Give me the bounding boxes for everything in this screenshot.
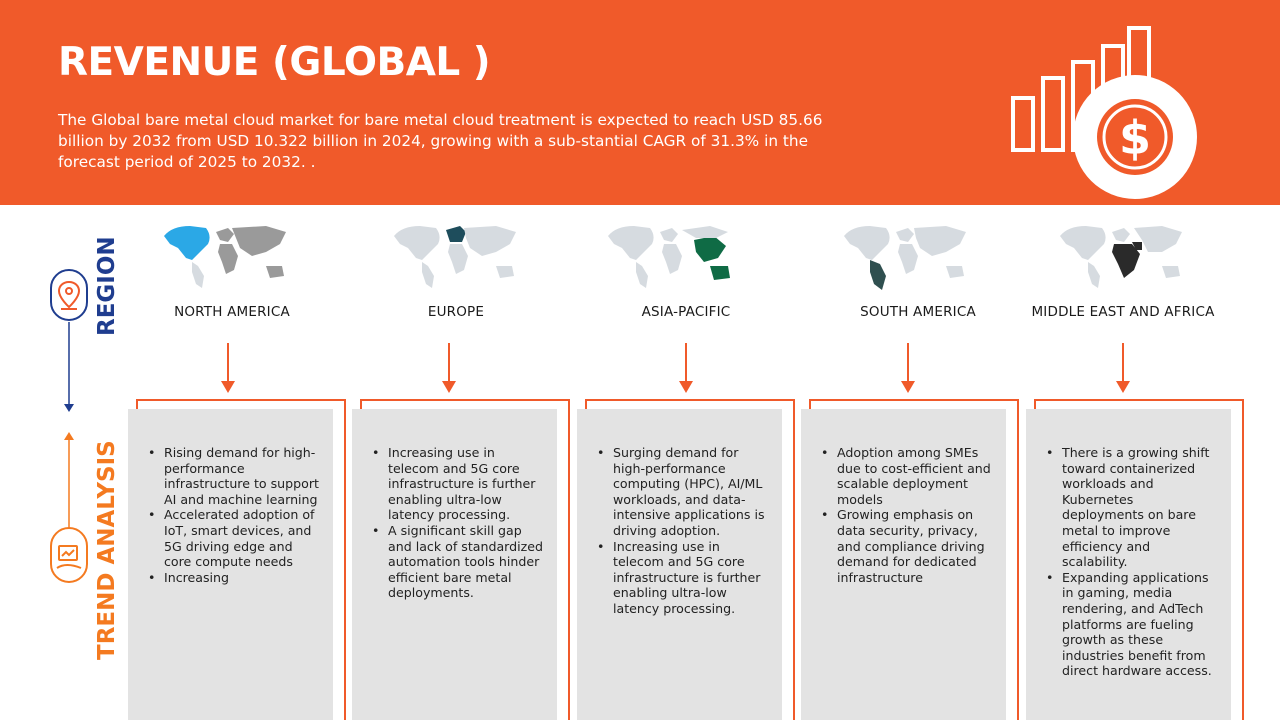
down-arrow-icon [439, 343, 459, 395]
europe-map-icon [392, 222, 522, 292]
region-name-asia-pacific: ASIA-PACIFIC [641, 304, 731, 320]
trend-card-middle-east-africa [1026, 409, 1231, 720]
trend-bullet: • Growing emphasis on data security, privacy, and compliance driving demand for dedicated infrastructure [815, 507, 994, 585]
trend-bullet: • Increasing use in telecom and 5G core infrastructure is further enabling ultra-low latency processing. [591, 539, 770, 617]
trend-list [366, 445, 545, 601]
asia-pacific-map-icon [606, 222, 736, 292]
south-america-map-icon [842, 222, 972, 292]
revenue-banner [0, 0, 1280, 205]
timeline-connector [60, 322, 78, 532]
trend-analysis-side-label: TREND ANALYSIS [94, 440, 120, 660]
region-side-label: REGION [94, 236, 120, 336]
trend-list [815, 445, 994, 585]
trend-card-north-america [128, 409, 333, 720]
trend-list [591, 445, 770, 617]
trend-bullet: • Expanding applications in gaming, media rendering, and AdTech platforms are fueling growth as these industries benefit from direct hardware access. [1040, 570, 1219, 679]
trend-list [142, 445, 321, 585]
banner-title: REVENUE (GLOBAL ) [58, 40, 491, 85]
region-name-europe: EUROPE [427, 304, 485, 320]
svg-text:$: $ [1118, 111, 1152, 165]
trend-bullet: • A significant skill gap and lack of standardized automation tools hinder efficient bare metal deployments. [366, 523, 545, 601]
trend-card-europe [352, 409, 557, 720]
trend-bullet: • Increasing [142, 570, 321, 586]
region-name-middle-east-africa: MIDDLE EAST AND AFRICA [1031, 304, 1215, 320]
trend-analysis-icon [49, 526, 89, 584]
trend-bullet: • Accelerated adoption of IoT, smart devices, and 5G driving edge and core compute needs [142, 507, 321, 569]
down-arrow-icon [218, 343, 238, 395]
trend-list [1040, 445, 1219, 679]
region-name-north-america: NORTH AMERICA [174, 304, 290, 320]
trend-card-south-america [801, 409, 1006, 720]
down-arrow-icon [898, 343, 918, 395]
location-pin-icon [49, 268, 89, 322]
region-name-south-america: SOUTH AMERICA [860, 304, 976, 320]
middle-east-africa-map-icon [1058, 222, 1188, 292]
north-america-map-icon [162, 222, 292, 292]
down-arrow-icon [676, 343, 696, 395]
trend-bullet: • Adoption among SMEs due to cost-efficient and scalable deployment models [815, 445, 994, 507]
banner-description: The Global bare metal cloud market for bare metal cloud treatment is expected to reach USD 85.66 billion by 2032 from USD 10.322 billion in 2024, growing with a sub-stantial CAGR of 31.3% in the forecast period of 2025 to 2032. . [58, 111, 823, 171]
down-arrow-icon [1113, 343, 1133, 395]
revenue-growth-icon [1005, 20, 1205, 200]
trend-bullet: • Increasing use in telecom and 5G core infrastructure is further enabling ultra-low latency processing. [366, 445, 545, 523]
trend-bullet: • There is a growing shift toward containerized workloads and Kubernetes deployments on bare metal to improve efficiency and scalability. [1040, 445, 1219, 570]
trend-bullet: • Surging demand for high-performance computing (HPC), AI/ML workloads, and data-intensive applications is driving adoption. [591, 445, 770, 539]
trend-card-asia-pacific [577, 409, 782, 720]
trend-bullet: • Rising demand for high-performance infrastructure to support AI and machine learning [142, 445, 321, 507]
